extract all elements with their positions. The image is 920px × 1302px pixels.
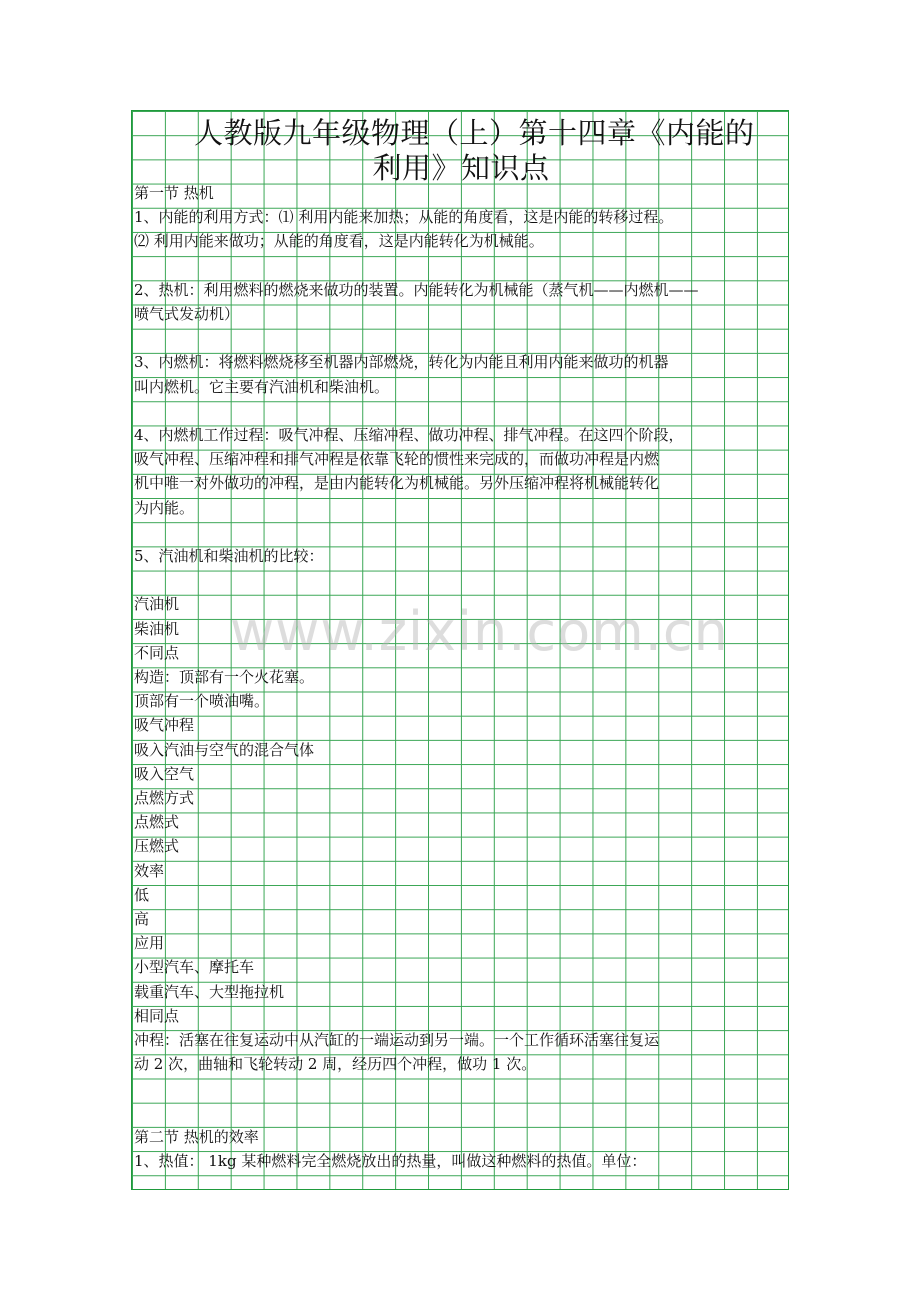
comparison-item: 构造：顶部有一个火花塞。 bbox=[134, 667, 315, 686]
paragraph-line: 吸气冲程、压缩冲程和排气冲程是依靠飞轮的惯性来完成的，而做功冲程是内燃 bbox=[134, 450, 660, 469]
comparison-item: 不同点 bbox=[134, 643, 180, 662]
comparison-item: 吸气冲程 bbox=[134, 716, 195, 735]
comparison-item: 吸入空气 bbox=[134, 764, 195, 783]
comparison-item: 应用 bbox=[134, 934, 165, 953]
paragraph-line: 冲程：活塞在往复运动中从汽缸的一端运动到另一端。一个工作循环活塞往复运 bbox=[134, 1031, 660, 1050]
comparison-item: 点燃方式 bbox=[134, 789, 195, 807]
paragraph-line: 叫内燃机。它主要有汽油机和柴油机。 bbox=[134, 377, 390, 396]
paragraph-line: 机中唯一对外做功的冲程，是由内能转化为机械能。另外压缩冲程将机械能转化 bbox=[134, 474, 660, 493]
section-heading: 第二节 热机的效率 bbox=[134, 1127, 259, 1146]
paragraph-line: 为内能。 bbox=[134, 498, 195, 517]
comparison-item: 相同点 bbox=[134, 1006, 180, 1025]
paragraph-line: 5、汽油机和柴油机的比较： bbox=[134, 546, 324, 565]
paragraph-line: 3、内燃机：将燃料燃烧移至机器内部燃烧，转化为内能且利用内能来做功的机器 bbox=[134, 353, 669, 372]
grid-paper bbox=[131, 110, 789, 1190]
page-title: 人教版九年级物理（上）第十四章《内能的 bbox=[194, 116, 755, 150]
paragraph-line: ⑵ 利用内能来做功；从能的角度看，这是内能转化为机械能。 bbox=[134, 232, 544, 251]
document-body bbox=[132, 111, 790, 1173]
comparison-item: 载重汽车、大型拖拉机 bbox=[134, 982, 285, 1001]
section-heading: 第一节 热机 bbox=[134, 184, 214, 202]
comparison-item: 吸入汽油与空气的混合气体 bbox=[134, 740, 315, 759]
paragraph-line: 2、热机：利用燃料的燃烧来做功的装置。内能转化为机械能（蒸气机——内燃机—— bbox=[134, 280, 699, 299]
comparison-item: 高 bbox=[134, 910, 150, 929]
paragraph-line: 1、内能的利用方式：⑴ 利用内能来加热；从能的角度看，这是内能的转移过程。 bbox=[134, 208, 674, 227]
paragraph-line: 动 2 次，曲轴和飞轮转动 2 周，经历四个冲程，做功 1 次。 bbox=[134, 1055, 537, 1074]
paragraph-line: 1、热值： 1kg 某种燃料完全燃烧放出的热量，叫做这种燃料的热值。单位： bbox=[134, 1152, 647, 1171]
comparison-item: 小型汽车、摩托车 bbox=[134, 958, 255, 977]
comparison-item: 汽油机 bbox=[134, 595, 180, 614]
paragraph-line: 4、内燃机工作过程：吸气冲程、压缩冲程、做功冲程、排气冲程。在这四个阶段， bbox=[134, 425, 684, 444]
paragraph-line: 喷气式发动机） bbox=[134, 305, 240, 323]
comparison-item: 低 bbox=[134, 885, 150, 904]
comparison-item: 压燃式 bbox=[134, 837, 180, 856]
page-title-line2: 利用》知识点 bbox=[372, 151, 550, 185]
comparison-item: 顶部有一个喷油嘴。 bbox=[134, 692, 270, 711]
comparison-item: 柴油机 bbox=[134, 619, 180, 638]
comparison-item: 点燃式 bbox=[134, 813, 180, 832]
watermark: www.zixin.com.cn bbox=[230, 600, 729, 663]
comparison-item: 效率 bbox=[134, 861, 165, 880]
